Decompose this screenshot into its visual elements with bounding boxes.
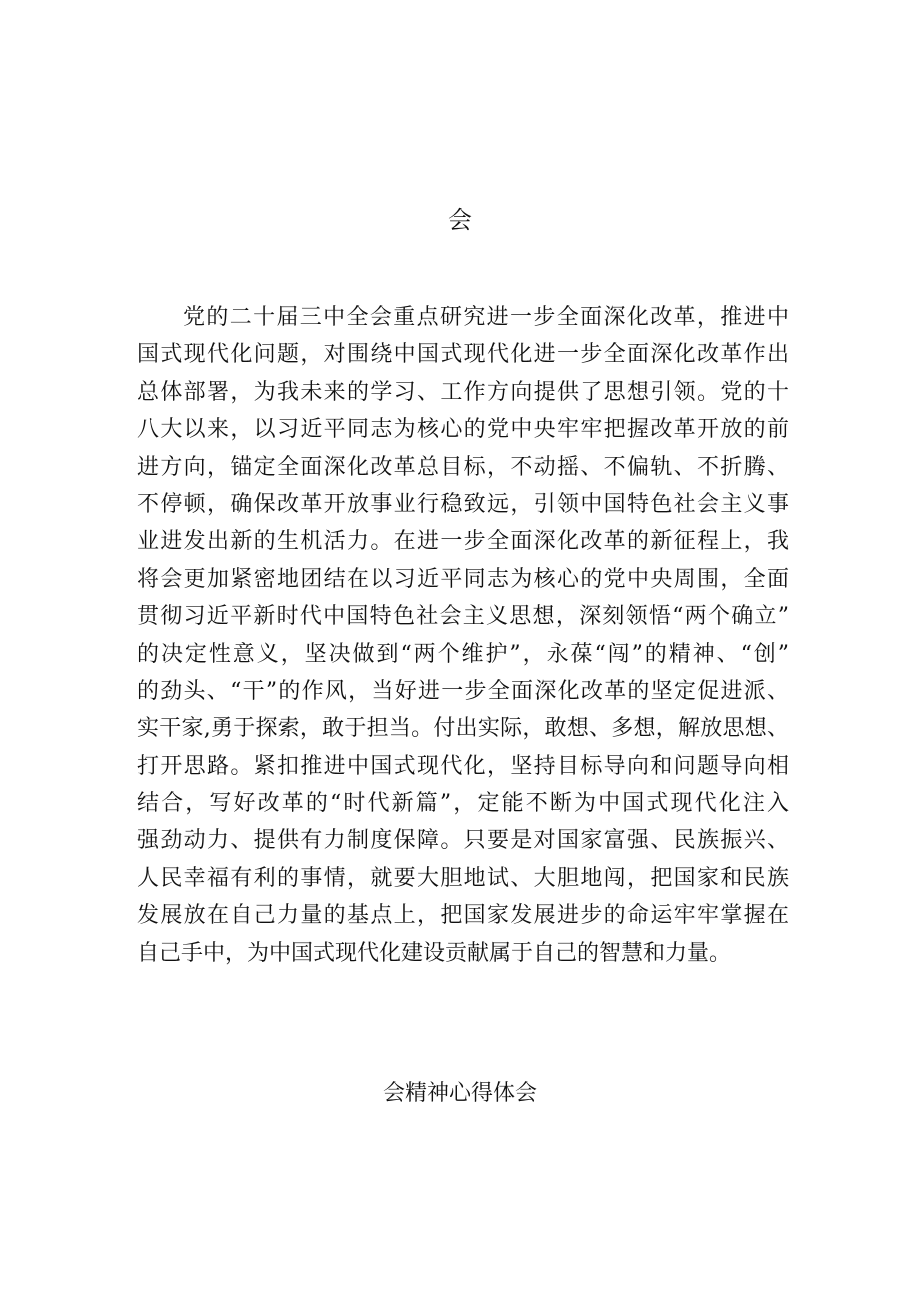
paragraph-line: 业进发出新的生机活力。在进一步全面深化改革的新征程上，我 <box>137 529 789 555</box>
section-title-top: 会 <box>448 206 472 234</box>
paragraph-line: 党的二十届三中全会重点研究进一步全面深化改革，推进中 <box>183 305 789 330</box>
paragraph-line: 实干家,勇于探索，敢于担当。付出实际，敢想、多想，解放思想、 <box>137 716 789 742</box>
paragraph-line: 自己手中，为中国式现代化建设贡献属于自己的智慧和力量。 <box>137 940 732 966</box>
paragraph-line: 将会更加紧密地团结在以习近平同志为核心的党中央周围，全面 <box>137 566 789 592</box>
paragraph-line: 进方向，锚定全面深化改革总目标，不动摇、不偏轨、不折腾、 <box>137 454 789 480</box>
paragraph-line: 打开思路。紧扣推进中国式现代化，坚持目标导向和问题导向相 <box>137 753 789 779</box>
paragraph-line: 贯彻习近平新时代中国特色社会主义思想，深刻领悟“两个确立” <box>137 604 789 630</box>
paragraph-line: 发展放在自己力量的基点上，把国家发展进步的命运牢牢掌握在 <box>137 903 789 929</box>
body-paragraph <box>137 299 789 972</box>
paragraph-line: 强劲动力、提供有力制度保障。只要是对国家富强、民族振兴、 <box>137 828 789 854</box>
paragraph-line: 结合，写好改革的“时代新篇”，定能不断为中国式现代化注入 <box>137 791 789 817</box>
paragraph-line: 的劲头、“干”的作风，当好进一步全面深化改革的坚定促进派、 <box>137 678 789 704</box>
paragraph-line: 的决定性意义，坚决做到“两个维护”，永葆“闯”的精神、“创” <box>137 641 789 667</box>
paragraph-line: 不停顿，确保改革开放事业行稳致远，引领中国特色社会主义事 <box>137 491 789 517</box>
paragraph-line: 国式现代化问题，对围绕中国式现代化进一步全面深化改革作出 <box>137 342 789 368</box>
section-title-bottom: 会精神心得体会 <box>382 1081 537 1106</box>
paragraph-line: 八大以来，以习近平同志为核心的党中央牢牢把握改革开放的前 <box>137 417 789 443</box>
paragraph-line: 总体部署，为我未来的学习、工作方向提供了思想引领。党的十 <box>137 379 789 405</box>
paragraph-line: 人民幸福有利的事情，就要大胆地试、大胆地闯，把国家和民族 <box>137 865 789 891</box>
